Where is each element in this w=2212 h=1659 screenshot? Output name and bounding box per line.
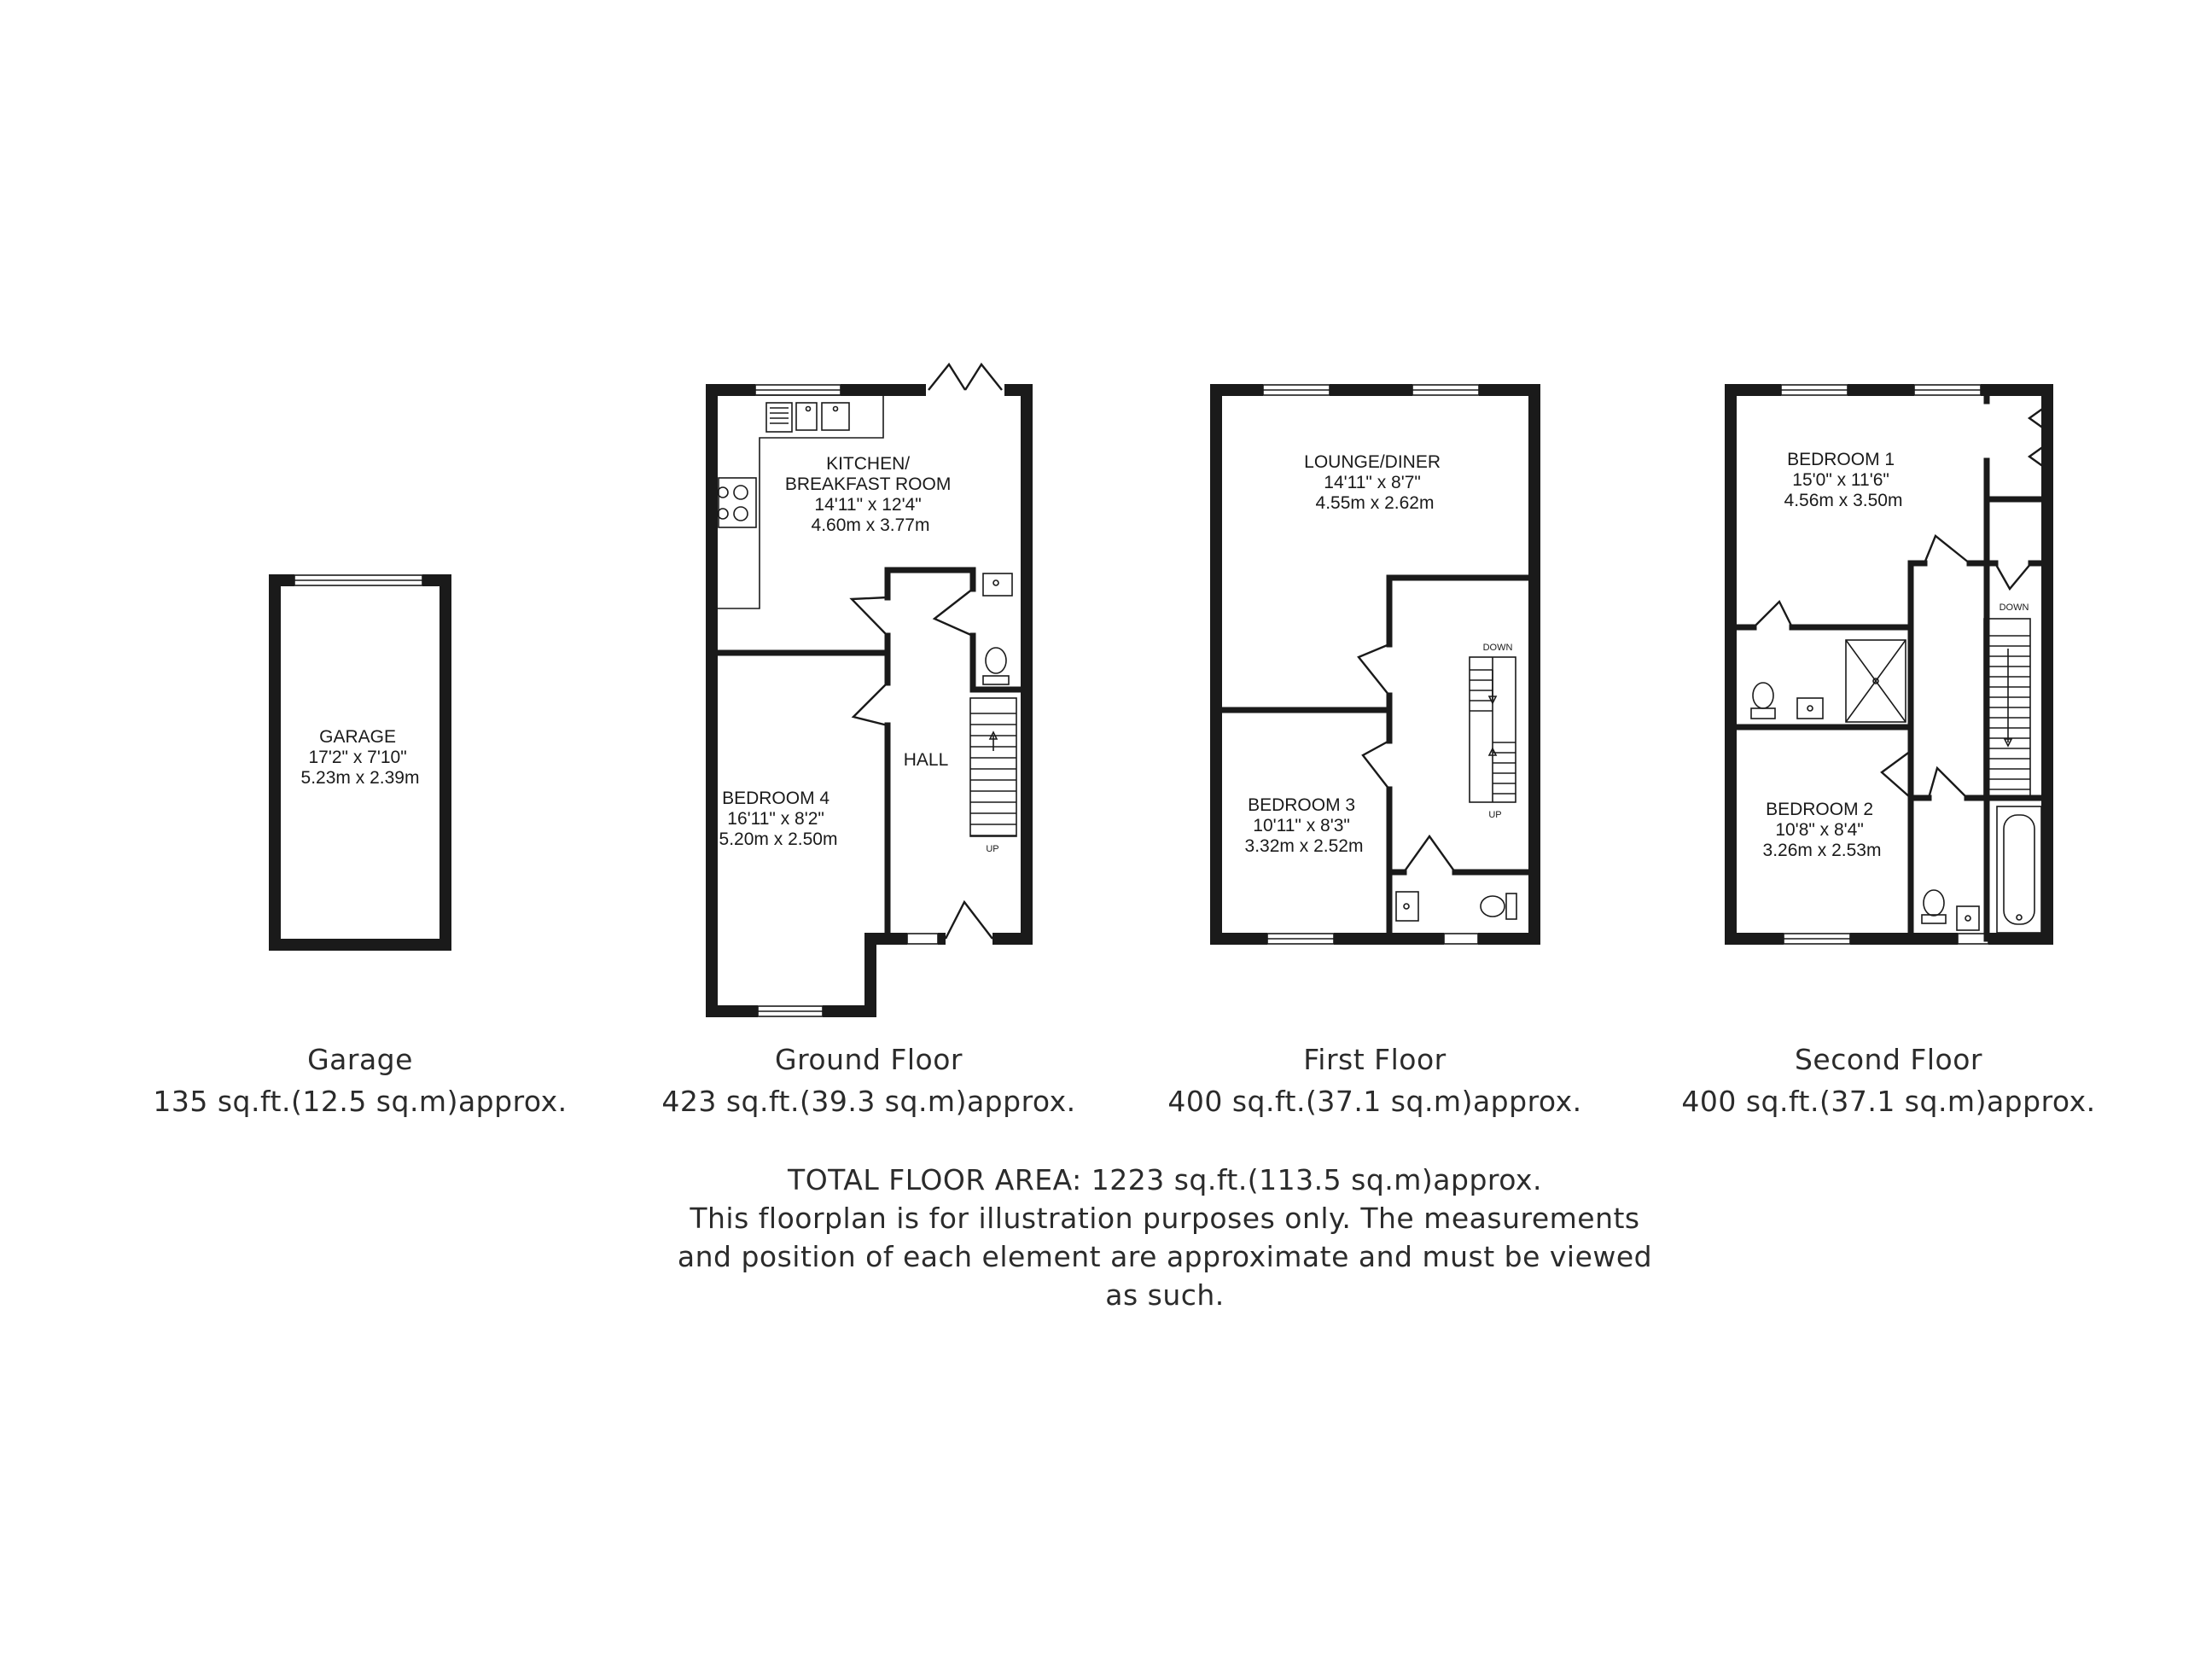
wc-door [934,589,973,636]
basin-icon [1396,892,1418,921]
bedroom-1-name: BEDROOM 1 [1787,450,1895,469]
second-stairs [1984,602,2030,796]
lounge-door [1359,644,1389,696]
ground-caption-title: Ground Floor [775,1043,963,1076]
cupboard-door [1995,563,2031,589]
bathroom-door [1404,836,1455,872]
toilet-icon [983,648,1009,684]
toilet-icon [1922,890,1946,923]
hall-window [907,932,938,946]
lounge-window-left [1263,383,1330,397]
bedroom-3-metric: 3.32m x 2.52m [1244,836,1364,856]
ground-stairs [970,698,1016,854]
bedroom-4-window [758,1004,823,1018]
basin-icon [1957,906,1979,930]
first-floor-plan [1216,383,1534,946]
garage-caption-area: 135 sq.ft.(12.5 sq.m)approx. [153,1085,568,1118]
lounge-name: LOUNGE/DINER [1304,452,1441,472]
shower-icon [1846,640,1906,722]
bedroom-1-door [1924,536,1970,563]
bedroom-3-window [1267,932,1334,946]
ground-floor-plan [712,364,1027,1018]
second-floor-plan [1731,383,2047,946]
svg-text:LOUNGE/DINER 14'11" x 8' [1304,452,1446,513]
basin-icon [1797,698,1823,719]
hall-name: HALL [903,750,949,770]
bathroom-2-door [1929,768,1967,798]
svg-text:BEDROOM 4 16'11" x 8'2" [719,789,838,849]
bedroom-4-imperial: 16'11" x 8'2" [727,809,824,829]
bedroom-4-metric: 5.20m x 2.50m [719,830,838,849]
bedroom-3-name: BEDROOM 3 [1248,795,1356,815]
second-caption-title: Second Floor [1794,1043,1983,1076]
bathroom-window [1444,932,1478,946]
svg-text:BEDROOM 3 10'11" x 8'3" [1245,795,1364,856]
lounge-metric: 4.55m x 2.62m [1315,493,1435,513]
first-caption-title: First Floor [1303,1043,1447,1076]
first-caption-area: 400 sq.ft.(37.1 sq.m)approx. [1167,1085,1582,1118]
ensuite-door [1754,602,1792,627]
kitchen-metric: 4.60m x 3.77m [811,515,930,535]
ground-caption-area: 423 sq.ft.(39.3 sq.m)approx. [661,1085,1076,1118]
garage-room-imperial: 17'2" x 7'10" [308,748,407,767]
bedroom-2-metric: 3.26m x 2.53m [1762,841,1882,860]
first-stair-label-down: DOWN [1482,643,1513,653]
basin-icon [983,573,1012,596]
bedroom-3-imperial: 10'11" x 8'3" [1253,816,1350,835]
garage-caption-title: Garage [307,1043,413,1076]
kitchen-imperial: 14'11" x 12'4" [814,495,922,515]
garage-door-window [294,573,422,587]
garage-room-metric: 5.23m x 2.39m [300,768,420,788]
second-caption-area: 400 sq.ft.(37.1 sq.m)approx. [1681,1085,2096,1118]
svg-text:BEDROOM 1 15'0" x 11'6" [1784,450,1903,510]
ground-stair-label: UP [986,844,999,854]
kitchen-hall-door [852,597,888,636]
toilet-icon [1751,683,1775,719]
bedroom-2-name: BEDROOM 2 [1766,800,1874,819]
toilet-icon [1481,894,1516,919]
bedroom-1-metric: 4.56m x 3.50m [1784,491,1903,510]
first-stairs [1470,643,1516,820]
first-stair-label-up: UP [1488,810,1502,820]
kitchen-name-1: KITCHEN/ [826,454,911,474]
bath-icon [1997,806,2041,933]
total-floor-area: TOTAL FLOOR AREA: 1223 sq.ft.(113.5 sq.m)approx. [788,1163,1542,1196]
disclaimer-line-3: as such. [1105,1278,1225,1312]
bedroom-1-window-left [1781,383,1848,397]
footer-note [678,1163,1652,1312]
disclaimer-line-1: This floorplan is for illustration purposes only. The measurements [690,1202,1640,1235]
bedroom-2-imperial: 10'8" x 8'4" [1775,820,1864,840]
bedroom-1-imperial: 15'0" x 11'6" [1792,470,1889,490]
garage-room-name: GARAGE [319,727,397,747]
bedroom-4-door [853,683,888,725]
second-stair-label: DOWN [1999,602,2029,613]
lounge-window-right [1412,383,1479,397]
floor-captions [153,1043,2095,1118]
svg-text:BEDROOM 2 10'8" x 8'4" [1763,800,1882,860]
disclaimer-line-2: and position of each element are approximate and must be viewed [677,1240,1653,1273]
bedroom-1-window-right [1914,383,1981,397]
bedroom-3-door [1363,741,1389,789]
bedroom-2-window [1784,932,1850,946]
garage-plan [275,573,445,945]
lounge-imperial: 14'11" x 8'7" [1324,473,1421,492]
kitchen-name-2: BREAKFAST ROOM [784,474,952,494]
bedroom-2-door [1882,751,1911,798]
svg-text:KITCHEN/ BREAKFAST ROOM [785,454,956,535]
bedroom-4-name: BEDROOM 4 [722,789,830,808]
svg-text:GARAGE 17'2" x 7'10" [301,727,420,788]
